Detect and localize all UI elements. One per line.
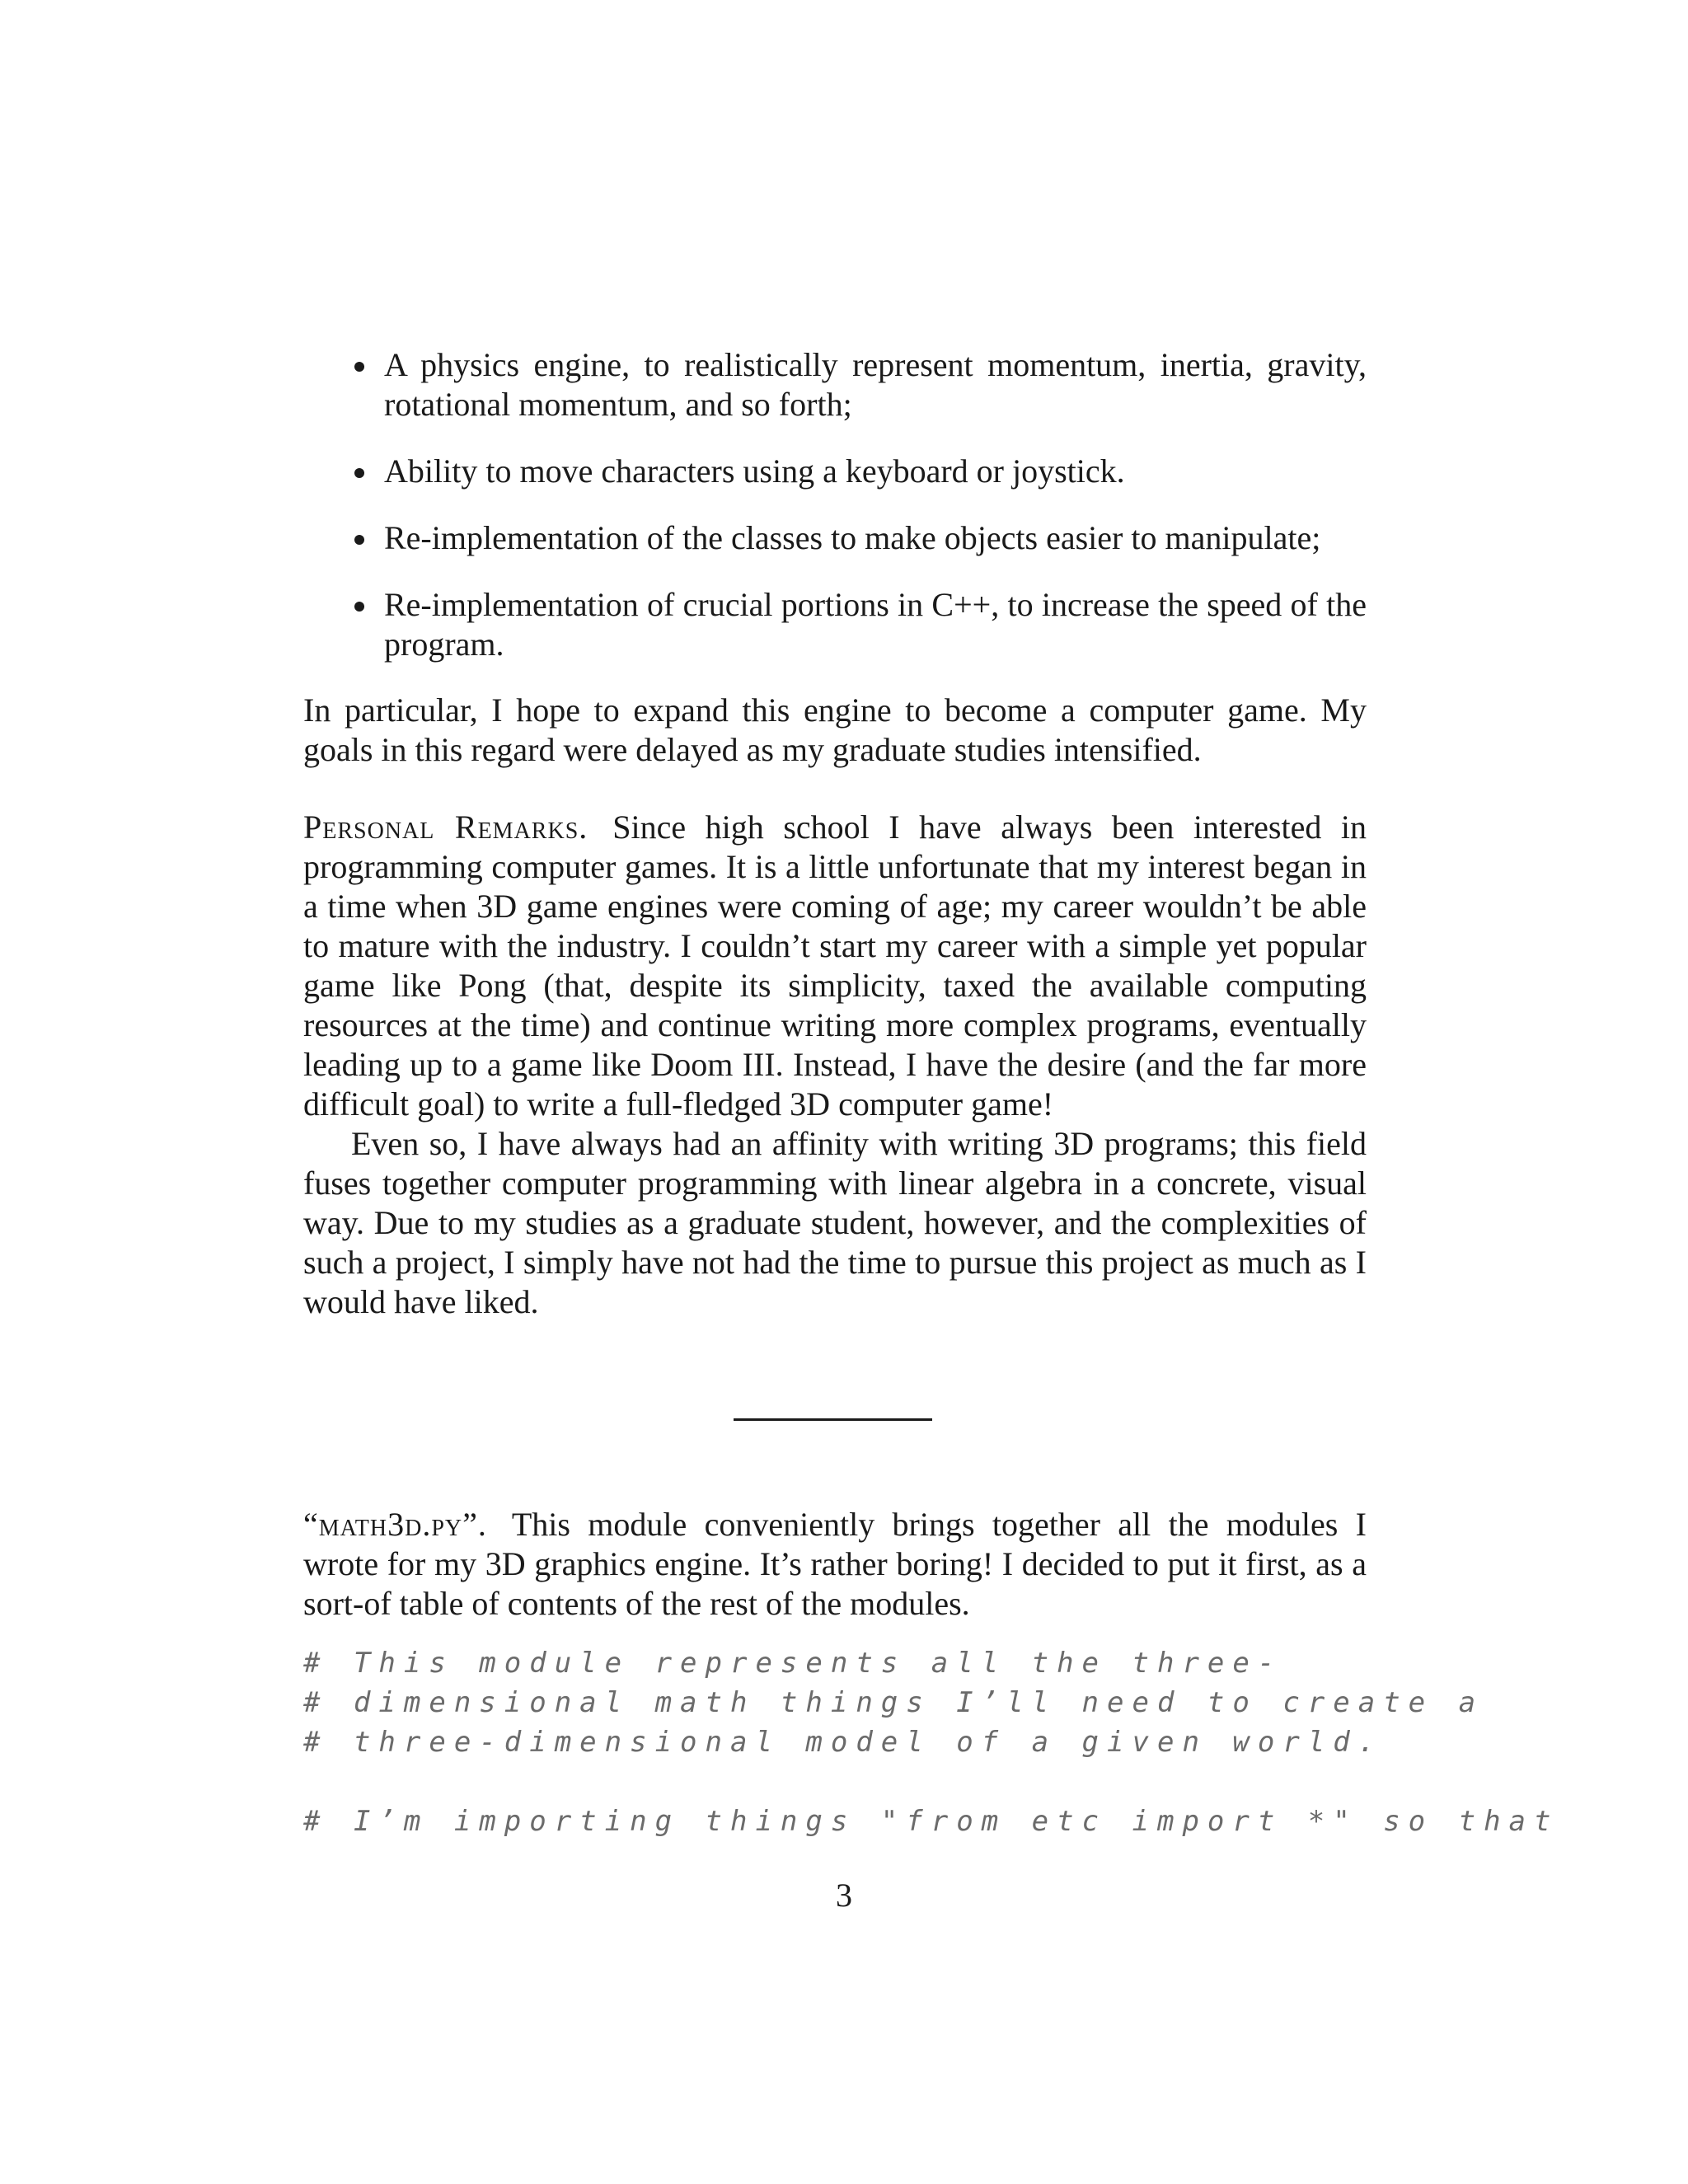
personal-remarks-paragraph-1 bbox=[303, 808, 1367, 1124]
bullet-item bbox=[303, 518, 1367, 558]
code-line: # I’m importing things "from etc import *" so that bbox=[303, 1805, 1559, 1838]
code-line: # This module represents all the three- bbox=[303, 1647, 1283, 1680]
bullet-dot-icon bbox=[354, 535, 364, 545]
code-line: # three-dimensional model of a given world. bbox=[303, 1726, 1384, 1759]
bullet-text: Re-implementation of crucial portions in C++, to increase the speed of the program. bbox=[384, 586, 1367, 663]
code-listing bbox=[303, 1643, 1559, 1841]
personal-remarks-heading: Personal Remarks. bbox=[303, 808, 588, 846]
bullet-item bbox=[303, 345, 1367, 424]
module-heading: “math3d.py”. bbox=[303, 1506, 487, 1543]
code-line-blank bbox=[303, 1762, 1457, 1802]
feature-bullet-list bbox=[303, 345, 1367, 691]
section-divider bbox=[734, 1418, 932, 1421]
personal-remarks-section bbox=[303, 808, 1367, 1322]
bullet-item bbox=[303, 585, 1367, 664]
module-description-paragraph bbox=[303, 1505, 1367, 1624]
goals-paragraph bbox=[303, 691, 1367, 770]
personal-remarks-paragraph-2: Even so, I have always had an affinity with writing 3D programs; this field fuses together computer programming with linear algebra in a concrete, visual way. Due to my studies as a graduate student, however, and the complexities of such a project, I simply have not had the time to pursue this project as much as I would have liked. bbox=[303, 1125, 1367, 1320]
bullet-dot-icon bbox=[354, 362, 364, 372]
bullet-text: A physics engine, to realistically represent momentum, inertia, gravity, rotational momentum, and so forth; bbox=[384, 346, 1367, 423]
module-description-section bbox=[303, 1505, 1367, 1624]
personal-remarks-text-1: Since high school I have always been interested in programming computer games. It is a little unfortunate that my interest began in a time when 3D game engines were coming of age; my career wouldn’t be able to mature with the industry. I couldn’t start my career with a simple yet popular game like Pong (that, despite its simplicity, taxed the available computing resources at the time) and continue writing more complex programs, eventually leading up to a game like Doom III. Instead, I have the desire (and the far more difficult goal) to write a full-fledged 3D computer game! bbox=[303, 808, 1367, 1122]
bullet-text: Re-implementation of the classes to make objects easier to manipulate; bbox=[384, 519, 1321, 556]
goals-text: In particular, I hope to expand this engine to become a computer game. My goals in this regard were delayed as my graduate studies intensified. bbox=[303, 691, 1367, 768]
page-number: 3 bbox=[836, 1877, 852, 1914]
bullet-text: Ability to move characters using a keyboard or joystick. bbox=[384, 452, 1125, 490]
bullet-dot-icon bbox=[354, 468, 364, 478]
code-line: # dimensional math things I’ll need to create a bbox=[303, 1686, 1484, 1719]
bullet-item bbox=[303, 452, 1367, 491]
module-description-text: This module conveniently brings together all the modules I wrote for my 3D graphics engine. It’s rather boring! I decided to put it first, as a sort-of table of contents of the rest of the modules. bbox=[303, 1506, 1367, 1622]
bullet-dot-icon bbox=[354, 602, 364, 612]
